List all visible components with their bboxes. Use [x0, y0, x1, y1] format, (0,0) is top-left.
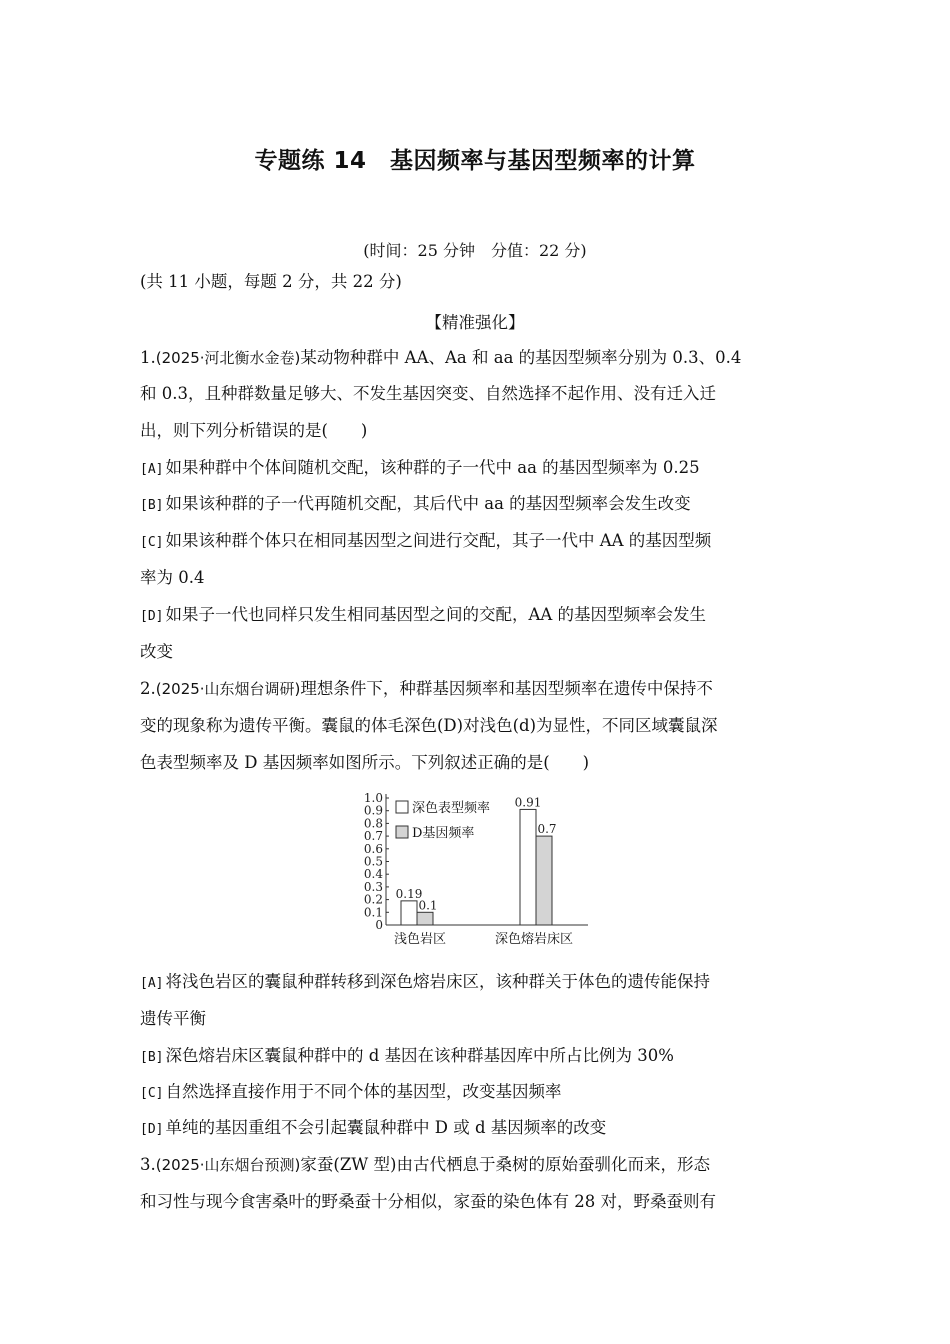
q2-source: (2025·山东烟台调研)	[155, 680, 301, 698]
legend-swatch	[396, 801, 408, 813]
q1-line-1	[140, 346, 815, 370]
option-text: 如果子一代也同样只发生相同基因型之间的交配，AA 的基因型频率会发生	[165, 605, 707, 624]
option-text: 如果该种群个体只在相同基因型之间进行交配，其子一代中 AA 的基因型频	[165, 531, 712, 550]
q2-option-d	[140, 1116, 815, 1142]
legend-label: 深色表型频率	[412, 801, 491, 816]
x-axis-categories	[394, 931, 573, 947]
q1-option-c-cont: 率为 0.4	[140, 568, 205, 587]
option-tag: [B]	[140, 498, 164, 513]
q2-line-3: 色表型频率及 D 基因频率如图所示。下列叙述正确的是( )	[140, 753, 590, 772]
q1-line-3: 出，则下列分析错误的是( )	[140, 421, 368, 440]
option-text: 将浅色岩区的囊鼠种群转移到深色熔岩床区，该种群关于体色的遗传能保持	[165, 972, 710, 991]
y-axis-ticks	[364, 791, 389, 932]
option-text: 如果该种群的子一代再随机交配，其后代中 aa 的基因型频率会发生改变	[165, 494, 691, 513]
q1-line-2: 和 0.3，且种群数量足够大、不发生基因突变、自然选择不起作用、没有迁入迁	[140, 384, 716, 403]
section-heading: 【精准强化】	[425, 313, 525, 332]
q2-line-1	[140, 677, 815, 701]
option-tag: [C]	[140, 1086, 164, 1101]
x-category-label: 浅色岩区	[393, 932, 447, 947]
q3-number: 3.	[140, 1155, 156, 1174]
y-tick-label: 0.7	[363, 829, 383, 844]
q3-line-1	[140, 1153, 815, 1177]
y-tick-label: 0.6	[363, 841, 383, 856]
option-tag: [A]	[140, 976, 164, 991]
option-text: 深色熔岩床区囊鼠种群中的 d 基因在该种群基因库中所占比例为 30%	[165, 1046, 674, 1065]
chart-legend	[396, 800, 490, 841]
y-tick-label: 0.2	[363, 892, 383, 907]
time-score-info: (时间：25 分钟 分值：22 分)	[363, 241, 587, 260]
page-title: 专题练 14 基因频率与基因型频率的计算	[254, 148, 696, 174]
option-tag: [A]	[140, 462, 164, 477]
y-tick-label: 0.9	[363, 803, 383, 818]
q1-source: (2025·河北衡水金卷)	[155, 349, 301, 367]
y-tick-label: 1.0	[363, 791, 383, 805]
option-tag: [B]	[140, 1050, 164, 1065]
q2-option-a-cont: 遗传平衡	[140, 1009, 206, 1028]
y-tick-label: 0.3	[363, 879, 383, 894]
q2-option-a	[140, 970, 815, 996]
legend-swatch	[396, 826, 408, 838]
y-tick-label: 0	[375, 918, 383, 932]
bar	[417, 912, 433, 925]
option-text: 如果种群中个体间随机交配，该种群的子一代中 aa 的基因型频率为 0.25	[165, 458, 700, 477]
legend-label: D基因频率	[412, 826, 475, 841]
q2-line-2: 变的现象称为遗传平衡。囊鼠的体毛深色(D)对浅色(d)为显性，不同区域囊鼠深	[140, 716, 718, 735]
y-tick-label: 0.8	[363, 816, 383, 831]
option-tag: [D]	[140, 1122, 164, 1137]
q3-stem-1: 家蚕(ZW 型)由古代栖息于桑树的原始蚕驯化而来，形态	[300, 1155, 710, 1174]
bar	[401, 901, 417, 925]
q1-stem-1: 某动物种群中 AA、Aa 和 aa 的基因型频率分别为 0.3、0.4	[300, 348, 742, 367]
q2-stem-1: 理想条件下，种群基因频率和基因型频率在遗传中保持不	[300, 679, 713, 698]
q1-option-d-cont: 改变	[140, 642, 173, 661]
option-text: 单纯的基因重组不会引起囊鼠种群中 D 或 d 基因频率的改变	[165, 1118, 607, 1137]
q2-option-b	[140, 1044, 815, 1070]
y-tick-label: 0.1	[363, 905, 383, 920]
section-intro: (共 11 小题，每题 2 分，共 22 分)	[140, 272, 402, 291]
q1-option-b	[140, 492, 815, 518]
bar-data-label: 0.19	[395, 886, 423, 901]
option-tag: [C]	[140, 535, 164, 550]
option-tag: [D]	[140, 609, 164, 624]
q3-source: (2025·山东烟台预测)	[155, 1156, 301, 1174]
bar	[520, 809, 536, 925]
q1-option-a	[140, 456, 815, 482]
q1-option-d	[140, 603, 815, 629]
x-category-label: 深色熔岩床区	[494, 932, 574, 947]
q3-line-2: 和习性与现今食害桑叶的野桑蚕十分相似，家蚕的染色体有 28 对，野桑蚕则有	[140, 1192, 716, 1211]
bar-data-label: 0.1	[418, 898, 438, 913]
option-text: 自然选择直接作用于不同个体的基因型，改变基因频率	[165, 1082, 562, 1101]
y-tick-label: 0.4	[363, 867, 383, 882]
q1-number: 1.	[140, 348, 156, 367]
q2-number: 2.	[140, 679, 156, 698]
bar-data-label: 0.91	[514, 795, 542, 810]
frequency-bar-chart	[352, 790, 592, 950]
bar	[536, 836, 552, 925]
y-tick-label: 0.5	[363, 854, 383, 869]
q1-option-c	[140, 529, 815, 555]
q2-option-c	[140, 1080, 815, 1106]
bar-data-label: 0.7	[537, 822, 557, 837]
